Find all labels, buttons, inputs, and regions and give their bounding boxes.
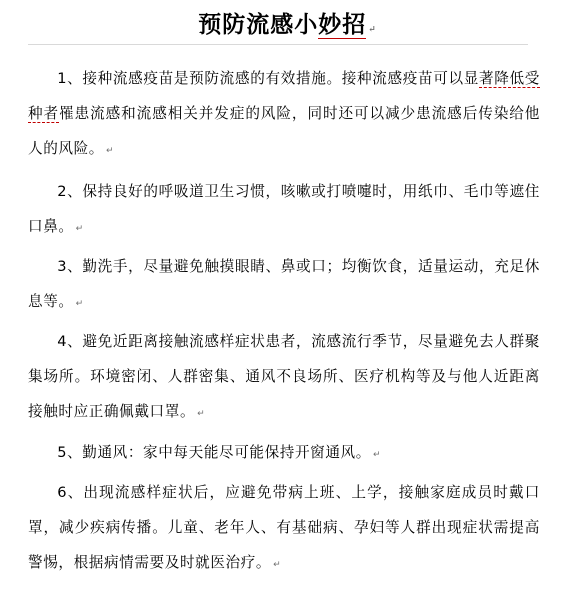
- paragraph-4: [28, 324, 540, 432]
- paragraph-mark-icon: ↵: [75, 299, 84, 309]
- grammar-flag: 著降低受种者: [28, 70, 540, 122]
- paragraph-mark-icon: ↵: [197, 409, 205, 419]
- paragraph-3-text: 3、勤洗手，尽量避免触摸眼睛、鼻或口；均衡饮食，适量运动，充足休息等。: [28, 258, 540, 310]
- paragraph-1: [28, 61, 540, 169]
- paragraph-6: [28, 475, 540, 583]
- paragraph-mark-icon: ↵: [105, 146, 114, 156]
- paragraph-5: [28, 435, 540, 473]
- paragraph-4-text: 4、避免近距离接触流感样症状患者，流感流行季节，尽量避免去人群聚集场所。环境密闭、人群密集、通风不良场所、医疗机构等及与他人近距离接触时应正确佩戴口罩。: [28, 333, 540, 420]
- paragraph-mark-icon: ↵: [273, 560, 281, 570]
- paragraph-2-text: 2、保持良好的呼吸道卫生习惯，咳嗽或打喷嚏时，用纸巾、毛巾等遮住口鼻。: [28, 183, 540, 235]
- paragraph-mark-icon: ↵: [372, 450, 381, 460]
- paragraph-mark-icon: ↵: [368, 25, 376, 35]
- paragraph-1-text: 1、接种流感疫苗是预防流感的有效措施。接种流感疫苗可以显: [57, 70, 480, 87]
- document-title: [0, 7, 574, 43]
- title-text: 预防流感小: [198, 11, 319, 38]
- paragraph-6-text: 6、出现流感样症状后，应避免带病上班、上学，接触家庭成员时戴口罩，减少疾病传播。儿童、老年人、有基础病、孕妇等人群出现症状需提高警惕，根据病情需要及时就医治疗。: [28, 484, 540, 571]
- title-divider: [28, 44, 528, 45]
- title-underlined-text: 妙招: [318, 11, 367, 38]
- paragraph-5-text: 5、勤通风：家中每天能尽可能保持开窗通风。: [57, 444, 371, 461]
- paragraph-3: [28, 249, 540, 322]
- paragraph-2: [28, 174, 540, 247]
- paragraph-1-text-end: 罹患流感和流感相关并发症的风险，同时还可以减少患流感后传染给他人的风险。: [28, 105, 541, 157]
- paragraph-mark-icon: ↵: [75, 224, 84, 234]
